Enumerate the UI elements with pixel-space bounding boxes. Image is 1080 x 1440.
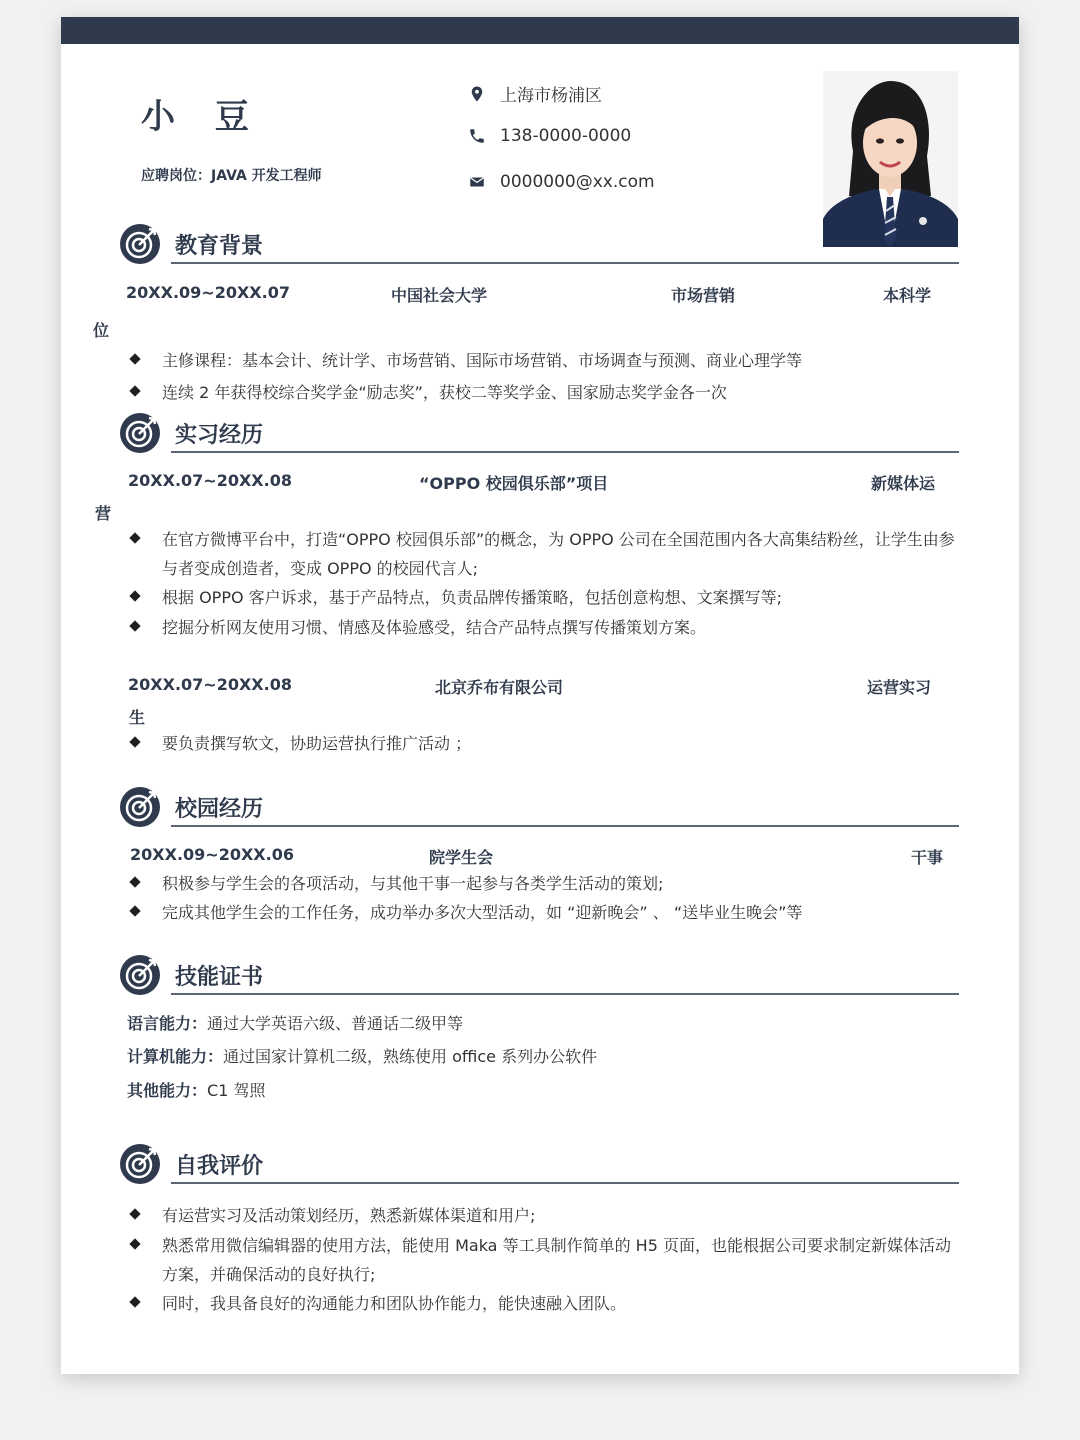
job1-role-wrap: 营 [95, 504, 112, 523]
list-item: 挖掘分析网友使用习惯、情感及体验感受，结合产品特点撰写传播策划方案。 [125, 613, 965, 642]
list-item: 有运营实习及活动策划经历，熟悉新媒体渠道和用户; [125, 1201, 965, 1230]
diamond-bullet-icon [129, 876, 140, 887]
candidate-name: 小 豆 [141, 97, 263, 137]
section-internship [119, 412, 959, 456]
edu-major: 市场营销 [671, 286, 736, 305]
diamond-bullet-icon [129, 1208, 140, 1219]
diamond-bullet-icon [129, 905, 140, 916]
section-skills [119, 954, 959, 998]
diamond-bullet-icon [129, 353, 140, 364]
diamond-bullet-icon [129, 385, 140, 396]
list-item: 要负责撰写软文，协助运营执行推广活动 ； [125, 729, 965, 758]
section-title: 技能证书 [175, 965, 264, 990]
job-label: 应聘岗位： [141, 168, 211, 184]
contact-email [468, 172, 655, 192]
resume-page [61, 17, 1019, 1374]
location-text: 上海市杨浦区 [500, 86, 602, 106]
list-item: 根据 OPPO 客户诉求，基于产品特点，负责品牌传播策略，包括创意构想、文案撰写等; [125, 583, 965, 612]
job-value: JAVA 开发工程师 [211, 168, 322, 184]
campus-date: 20XX.09~20XX.06 [130, 845, 294, 864]
list-item: 熟悉常用微信编辑器的使用方法，能使用 Maka 等工具制作简单的 H5 页面，也能根据公司要求制定新媒体活动方案，并确保活动的良好执行; [125, 1231, 965, 1289]
section-divider [171, 1182, 959, 1184]
skill-computer: 计算机能力：通过国家计算机二级，熟练使用 office 系列办公软件 [127, 1047, 598, 1066]
section-divider [171, 993, 959, 995]
job2-org: 北京乔布有限公司 [435, 678, 564, 697]
contact-location [468, 81, 602, 106]
section-campus [119, 786, 959, 830]
section-education [119, 223, 959, 267]
section-divider [171, 825, 959, 827]
job2-role-wrap: 生 [129, 708, 146, 727]
campus-org: 院学生会 [429, 848, 494, 867]
target-icon [119, 954, 161, 996]
skill-other: 其他能力：C1 驾照 [127, 1081, 266, 1100]
section-divider [171, 451, 959, 453]
diamond-bullet-icon [129, 736, 140, 747]
job1-date: 20XX.07~20XX.08 [128, 471, 292, 490]
job1-role: 新媒体运 [871, 474, 936, 493]
edu-date: 20XX.09~20XX.07 [126, 283, 290, 302]
section-title: 教育背景 [175, 234, 264, 259]
job2-role: 运营实习 [867, 678, 932, 697]
target-icon [119, 412, 161, 454]
skill-language: 语言能力：通过大学英语六级、普通话二级甲等 [127, 1014, 464, 1033]
contact-phone [468, 126, 631, 146]
diamond-bullet-icon [129, 532, 140, 543]
diamond-bullet-icon [129, 1296, 140, 1307]
location-pin-icon [468, 85, 486, 103]
list-item: 积极参与学生会的各项活动，与其他干事一起参与各类学生活动的策划; [125, 869, 965, 898]
section-self-evaluation [119, 1143, 959, 1187]
campus-role: 干事 [911, 848, 944, 867]
target-icon [119, 786, 161, 828]
target-icon [119, 1143, 161, 1185]
email-text: 0000000@xx.com [500, 172, 655, 192]
section-divider [171, 262, 959, 264]
edu-degree: 本科学 [883, 286, 932, 305]
phone-icon [468, 127, 486, 145]
mail-icon [468, 173, 486, 191]
edu-school: 中国社会大学 [391, 286, 488, 305]
list-item: 在官方微博平台中，打造“OPPO 校园俱乐部”的概念，为 OPPO 公司在全国范围内各大高集结粉丝，让学生由参与者变成创造者，变成 OPPO 的校园代言人; [125, 525, 965, 583]
diamond-bullet-icon [129, 1238, 140, 1249]
list-item: 完成其他学生会的工作任务，成功举办多次大型活动，如 “迎新晚会” 、 “送毕业生晚会”等 [125, 898, 965, 927]
job1-org: “OPPO 校园俱乐部”项目 [419, 474, 609, 493]
list-item: 连续 2 年获得校综合奖学金“励志奖”，获校二等奖学金、国家励志奖学金各一次 [125, 378, 965, 407]
section-title: 校园经历 [175, 797, 264, 822]
diamond-bullet-icon [129, 620, 140, 631]
section-title: 自我评价 [175, 1154, 264, 1179]
phone-text: 138-0000-0000 [500, 126, 632, 146]
profile-photo [823, 71, 958, 247]
diamond-bullet-icon [129, 590, 140, 601]
job-target [141, 165, 322, 185]
edu-degree-wrap: 位 [93, 321, 110, 340]
list-item: 同时，我具备良好的沟通能力和团队协作能力，能快速融入团队。 [125, 1289, 965, 1318]
list-item: 主修课程：基本会计、统计学、市场营销、国际市场营销、市场调查与预测、商业心理学等 [125, 346, 965, 375]
job2-date: 20XX.07~20XX.08 [128, 675, 292, 694]
top-color-bar [61, 17, 1019, 44]
section-title: 实习经历 [175, 423, 264, 448]
target-icon [119, 223, 161, 265]
